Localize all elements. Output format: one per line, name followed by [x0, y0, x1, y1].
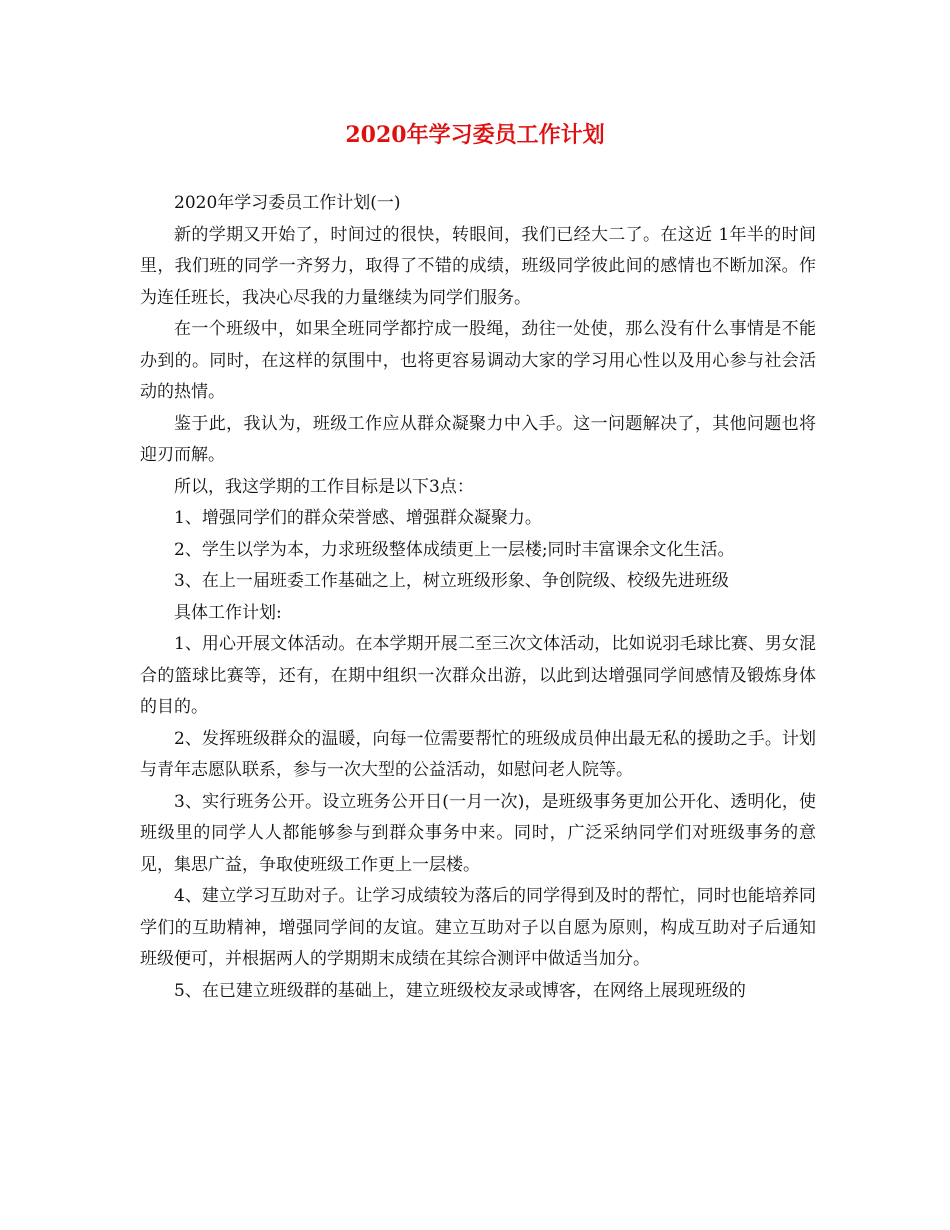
goal-item: 1、增强同学们的群众荣誉感、增强群众凝聚力。 [174, 508, 542, 528]
paragraph: 在一个班级中，如果全班同学都拧成一股绳，劲往一处使，那么没有什么事情是不能办到的。同时，在这样的氛围中，也将更容易调动大家的学习用心性以及用心参与社会活动的热情。 [140, 319, 816, 402]
section-heading: 具体工作计划: [174, 602, 282, 623]
plan-item: 4、建立学习互助对子。让学习成绩较为落后的同学得到及时的帮忙，同时也能培养同学们的互助精神，增强同学间的友谊。建立互助对子以自愿为原则，构成互助对子后通知班级便可，并根据两人的学期期末成绩在其综合测评中做适当加分。 [140, 886, 816, 969]
paragraph-subtitle: 2020年学习委员工作计划(一) [174, 193, 401, 213]
document-body [140, 188, 816, 1007]
plan-item: 2、发挥班级群众的温暖，向每一位需要帮忙的班级成员伸出最无私的援助之手。计划与青年志愿队联系，参与一次大型的公益活动，如慰问老人院等。 [140, 728, 816, 780]
goal-item: 3、在上一届班委工作基础之上，树立班级形象、争创院级、校级先进班级 [174, 571, 729, 591]
paragraph: 鉴于此，我认为，班级工作应从群众凝聚力中入手。这一问题解决了，其他问题也将迎刃而解。 [140, 413, 816, 465]
plan-item: 1、用心开展文体活动。在本学期开展二至三次文体活动，比如说羽毛球比赛、男女混合的篮球比赛等，还有，在期中组织一次群众出游，以此到达增强同学间感情及锻炼身体的目的。 [140, 634, 816, 717]
paragraph: 新的学期又开始了，时间过的很快，转眼间，我们已经大二了。在这近 1年半的时间里，我们班的同学一齐努力，取得了不错的成绩，班级同学彼此间的感情也不断加深。作为连任班长，我决心尽我的力量继续为同学们服务。 [140, 224, 816, 308]
document-title: 2020年学习委员工作计划 [345, 122, 605, 148]
plan-item: 3、实行班务公开。设立班务公开日(一月一次)，是班级事务更加公开化、透明化，使班级里的同学人人都能够参与到群众事务中来。同时，广泛采纳同学们对班级事务的意见，集思广益，争取使班级工作更上一层楼。 [140, 791, 816, 875]
goal-item: 2、学生以学为本，力求班级整体成绩更上一层楼;同时丰富课余文化生活。 [174, 539, 735, 560]
paragraph: 所以，我这学期的工作目标是以下3点： [174, 476, 474, 497]
plan-item: 5、在已建立班级群的基础上，建立班级校友录或博客，在网络上展现班级的 [174, 980, 746, 1001]
